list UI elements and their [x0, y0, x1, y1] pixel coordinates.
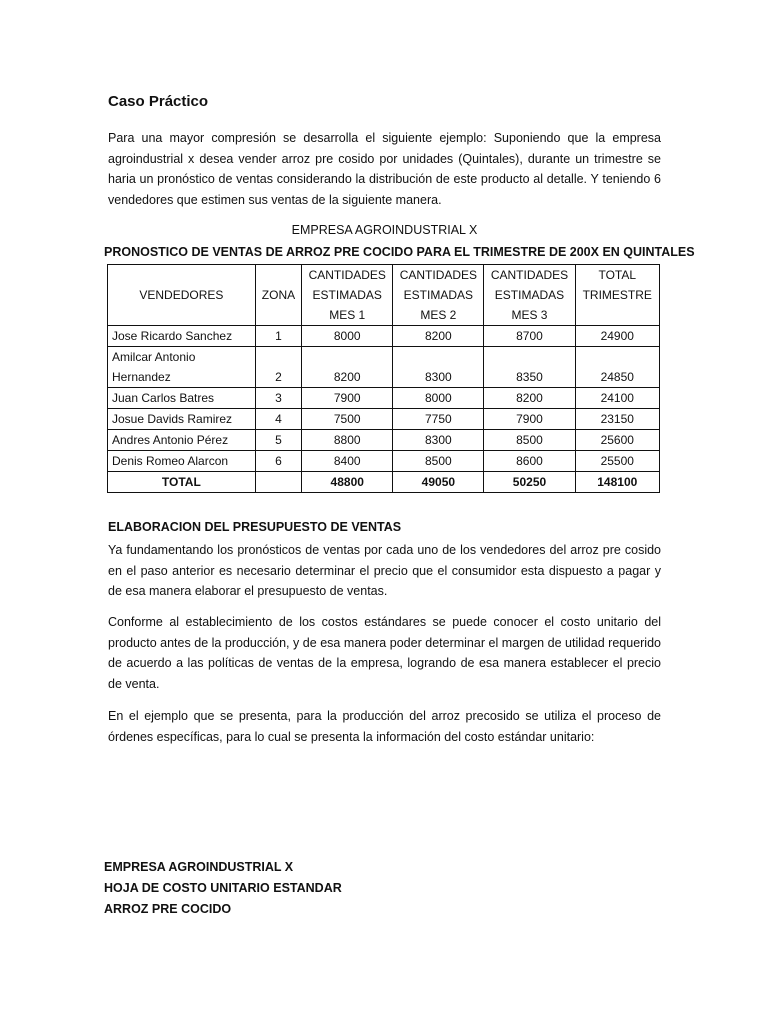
vendor-name: Denis Romeo Alarcon — [108, 451, 256, 472]
month3-value: 7900 — [484, 409, 575, 430]
quarter-total-value: 24850 — [575, 347, 659, 388]
month1-value: 8400 — [302, 451, 393, 472]
header-mes3-line2: ESTIMADAS — [494, 288, 565, 302]
vendor-name-line1: Amilcar Antonio — [112, 350, 196, 364]
month3-value: 8500 — [484, 430, 575, 451]
month3-value: 8700 — [484, 326, 575, 347]
vendor-name: Juan Carlos Batres — [108, 388, 256, 409]
table-header-row — [108, 265, 660, 326]
month2-value: 8300 — [393, 347, 484, 388]
vendor-name: Jose Ricardo Sanchez — [108, 326, 256, 347]
footer-line-company: EMPRESA AGROINDUSTRIAL X — [104, 860, 294, 874]
quarter-total-value: 24900 — [575, 326, 659, 347]
header-mes2 — [393, 265, 484, 326]
vendor-zone: 6 — [255, 451, 301, 472]
paragraph-standard-costs: Conforme al establecimiento de los costos estándares se puede conocer el costo unitario del producto antes de la producción, y de esa manera poder determinar el margen de utilidad requerido de acuerdo a las políticas de ventas de la empresa, logrando de esa manera establecer el precio de venta. — [108, 615, 661, 691]
month1-value: 8800 — [302, 430, 393, 451]
vendor-zone: 4 — [255, 409, 301, 430]
total-zone-empty — [255, 472, 301, 493]
header-total-line2: TRIMESTRE — [582, 288, 652, 302]
table-row — [108, 409, 660, 430]
quarter-total-value: 25500 — [575, 451, 659, 472]
company-name: EMPRESA AGROINDUSTRIAL X — [291, 223, 478, 237]
vendor-zone: 2 — [255, 347, 301, 388]
footer-line-product: ARROZ PRE COCIDO — [104, 902, 232, 916]
cost-sheet-heading — [104, 857, 342, 920]
month2-value: 8200 — [393, 326, 484, 347]
month2-value: 8300 — [393, 430, 484, 451]
sales-forecast-table — [107, 264, 660, 493]
paragraph-example: En el ejemplo que se presenta, para la producción del arroz precosido se utiliza el proceso de órdenes específicas, para lo cual se presenta la información del costo estándar unitario: — [108, 709, 661, 744]
quarter-total-value: 24100 — [575, 388, 659, 409]
quarter-total-value: 23150 — [575, 409, 659, 430]
page-title: Caso Práctico — [108, 93, 209, 110]
table-row — [108, 347, 660, 388]
header-mes1-line2: ESTIMADAS — [312, 288, 382, 302]
total-quarter: 148100 — [575, 472, 659, 493]
vendor-zone: 5 — [255, 430, 301, 451]
header-mes1-line1: CANTIDADES — [308, 268, 386, 282]
month3-value: 8200 — [484, 388, 575, 409]
total-month2: 49050 — [393, 472, 484, 493]
month1-value: 8200 — [302, 347, 393, 388]
header-total-line1: TOTAL — [598, 268, 637, 282]
table-title: PRONOSTICO DE VENTAS DE ARROZ PRE COCIDO PARA EL TRIMESTRE DE 200X EN QUINTALES — [104, 245, 695, 259]
table-row — [108, 388, 660, 409]
vendor-zone: 1 — [255, 326, 301, 347]
month3-value: 8350 — [484, 347, 575, 388]
vendor-name: Andres Antonio Pérez — [108, 430, 256, 451]
month1-value: 7900 — [302, 388, 393, 409]
table-total-row — [108, 472, 660, 493]
header-mes1 — [302, 265, 393, 326]
month2-value: 8000 — [393, 388, 484, 409]
header-mes3-line1: CANTIDADES — [490, 268, 569, 282]
total-label: TOTAL — [108, 472, 256, 493]
intro-paragraph: Para una mayor compresión se desarrolla el siguiente ejemplo: Suponiendo que la empresa agroindustrial x desea vender arroz pre cosido por unidades (Quintales), durante un trimestre se haria un pronóstico de ventas considerando la distribución de este producto al detalle. Y teniendo 6 vendedores que estimen sus ventas de la siguiente manera. — [108, 131, 661, 207]
header-mes2-line3: MES 2 — [420, 308, 457, 322]
header-vendedores: VENDEDORES — [108, 265, 256, 326]
month2-value: 8500 — [393, 451, 484, 472]
vendor-name: Josue Davids Ramirez — [108, 409, 256, 430]
month3-value: 8600 — [484, 451, 575, 472]
paragraph-budget: Ya fundamentando los pronósticos de ventas por cada uno de los vendedores del arroz pre cosido en el paso anterior es necesario determinar el precio que el consumidor esta dispuesto a pagar y de esa manera elaborar el presupuesto de ventas. — [108, 543, 661, 598]
header-mes2-line1: CANTIDADES — [399, 268, 478, 282]
header-total — [575, 265, 659, 326]
header-mes1-line3: MES 1 — [329, 308, 366, 322]
vendor-name-line2: Hernandez — [112, 370, 171, 384]
month1-value: 8000 — [302, 326, 393, 347]
header-mes2-line2: ESTIMADAS — [403, 288, 474, 302]
month1-value: 7500 — [302, 409, 393, 430]
quarter-total-value: 25600 — [575, 430, 659, 451]
table-row — [108, 326, 660, 347]
month2-value: 7750 — [393, 409, 484, 430]
header-mes3 — [484, 265, 575, 326]
total-month3: 50250 — [484, 472, 575, 493]
vendor-name — [108, 347, 256, 388]
table-row — [108, 430, 660, 451]
table-row — [108, 451, 660, 472]
footer-line-sheet: HOJA DE COSTO UNITARIO ESTANDAR — [104, 881, 342, 895]
section-heading: ELABORACION DEL PRESUPUESTO DE VENTAS — [108, 520, 402, 534]
header-mes3-line3: MES 3 — [511, 308, 548, 322]
header-zona: ZONA — [255, 265, 301, 326]
vendor-zone: 3 — [255, 388, 301, 409]
total-month1: 48800 — [302, 472, 393, 493]
